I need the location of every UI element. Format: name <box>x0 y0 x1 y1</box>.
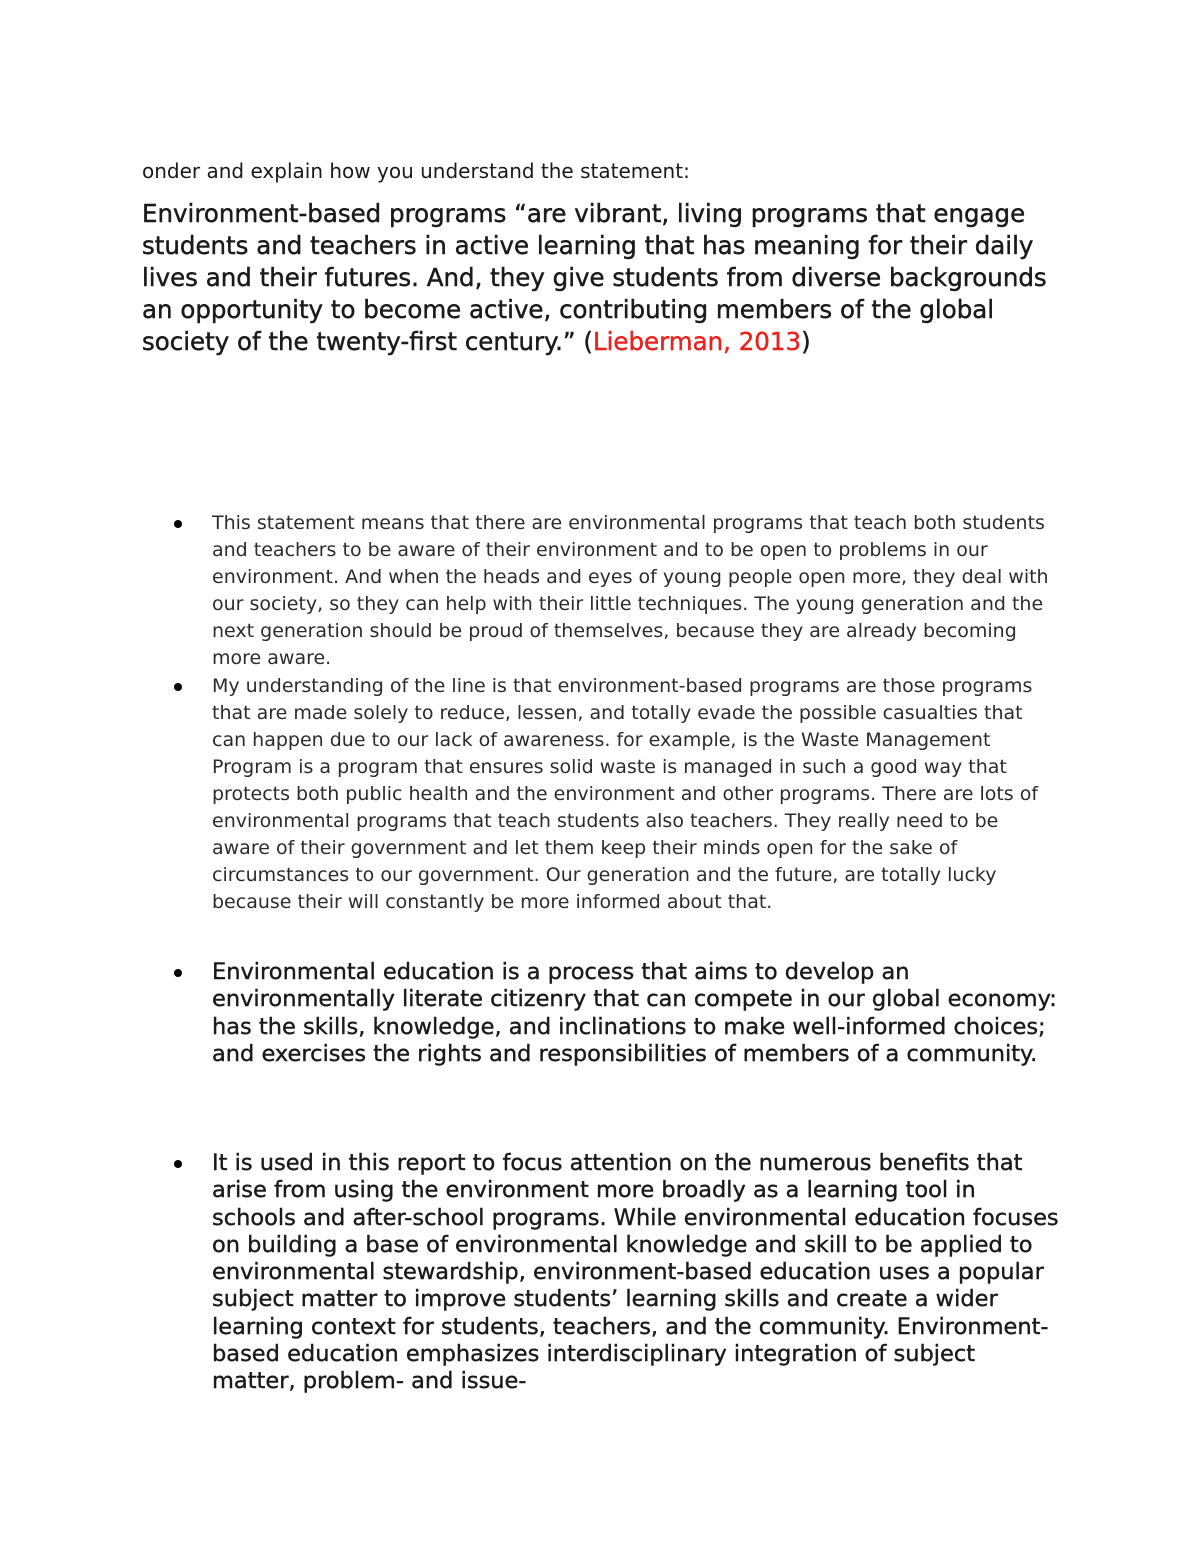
intro-prompt: onder and explain how you understand the statement: <box>142 159 690 183</box>
quote-citation: Lieberman, 2013 <box>592 327 802 356</box>
quote-text: Environment-based programs “are vibrant, living programs that engage students and teachers in active learning that has meaning for their daily lives and their futures. And, they give students from diverse backgrounds an opportunity to become active, contributing members of the global society of the twenty-first century.” ( <box>142 199 1047 356</box>
bullet-text: It is used in this report to focus attention on the numerous benefits that arise from using the environment more broadly as a learning tool in schools and after-school programs. While environmental education focuses on building a base of environmental knowledge and skill to be applied to environmental stewardship, environment-based education uses a popular subject matter to improve students’ learning skills and create a wider learning context for students, teachers, and the community. Environment- based education emphasizes interdisciplinary integration of subject matter, problem- and issue- <box>212 1150 1059 1395</box>
bullet-dot-icon <box>174 520 182 528</box>
list-item <box>212 510 1062 672</box>
bullet-text: Environmental education is a process that aims to develop an environmentally literate citizenry that can compete in our global economy: has the skills, knowledge, and inclinations to make well-informed choices; and exercises the rights and responsibilities of members of a community. <box>212 959 1057 1067</box>
list-item <box>212 1150 1062 1396</box>
list-item <box>212 673 1062 916</box>
bullet-text: This statement means that there are environmental programs that teach both students and teachers to be aware of their environment and to be open to problems in our environment. And when the heads and eyes of young people open more, they deal with our society, so they can help with their little techniques. The young generation and the next generation should be proud of themselves, because they are already becoming more aware. <box>212 512 1049 669</box>
quote-statement <box>142 198 1082 358</box>
bullet-dot-icon <box>174 1160 182 1168</box>
bullet-dot-icon <box>174 683 182 691</box>
list-item <box>212 959 1062 1068</box>
bullet-dot-icon <box>174 969 182 977</box>
bullet-text: My understanding of the line is that environment-based programs are those programs that are made solely to reduce, lessen, and totally evade the possible casualties that can happen due to our lack of awareness. for example, is the Waste Management Program is a program that ensures solid waste is managed in such a good way that protects both public health and the environment and other programs. There are lots of environmental programs that teach students also teachers. They really need to be aware of their government and let them keep their minds open for the sake of circumstances to our government. Our generation and the future, are totally lucky because their will constantly be more informed about that. <box>212 675 1039 913</box>
quote-close: ) <box>801 327 811 356</box>
